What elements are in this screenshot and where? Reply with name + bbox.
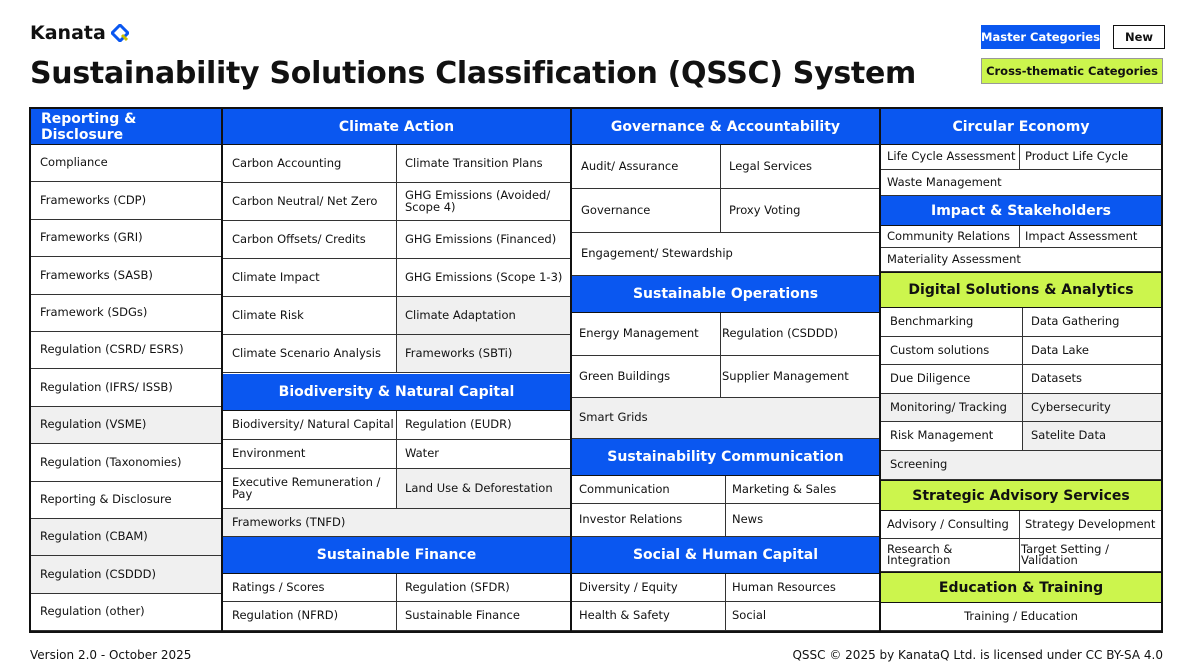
category-frameworks-cdp[interactable]: Frameworks (CDP) — [31, 182, 221, 219]
category-regulation-ifrs-issb[interactable]: Regulation (IFRS/ ISSB) — [31, 369, 221, 406]
category-frameworks-gri[interactable]: Frameworks (GRI) — [31, 220, 221, 257]
category-social[interactable]: Social — [725, 602, 879, 631]
category-water[interactable]: Water — [396, 440, 570, 469]
category-investor-relations[interactable]: Investor Relations — [572, 504, 725, 537]
column-divider — [221, 109, 223, 631]
category-framework-sdgs[interactable]: Framework (SDGs) — [31, 295, 221, 332]
category-ghg-emissions-financed[interactable]: GHG Emissions (Financed) — [396, 221, 570, 259]
category-ghg-emissions-scope-1-3[interactable]: GHG Emissions (Scope 1-3) — [396, 259, 570, 297]
category-climate-risk[interactable]: Climate Risk — [223, 297, 396, 335]
education-training-header: Education & Training — [881, 572, 1161, 603]
biodiversity-natural-capital-header: Biodiversity & Natural Capital — [223, 374, 570, 411]
legend-master-categories: Master Categories — [981, 25, 1100, 49]
category-green-buildings[interactable]: Green Buildings — [572, 356, 720, 398]
category-proxy-voting[interactable]: Proxy Voting — [720, 189, 879, 233]
category-cybersecurity[interactable]: Cybersecurity — [1022, 394, 1161, 423]
category-frameworks-tnfd[interactable]: Frameworks (TNFD) — [223, 509, 570, 537]
category-regulation-csddd[interactable]: Regulation (CSDDD) — [720, 313, 879, 356]
category-sustainable-finance[interactable]: Sustainable Finance — [396, 602, 570, 631]
category-climate-transition-plans[interactable]: Climate Transition Plans — [396, 145, 570, 183]
category-training-education[interactable]: Training / Education — [881, 603, 1161, 631]
category-product-life-cycle[interactable]: Product Life Cycle — [1019, 145, 1161, 170]
category-reporting-disclosure[interactable]: Reporting & Disclosure — [31, 482, 221, 519]
category-research-integration[interactable]: Research & Integration — [881, 539, 1019, 572]
cell-divider — [396, 411, 397, 509]
category-carbon-accounting[interactable]: Carbon Accounting — [223, 145, 396, 183]
category-regulation-taxonomies[interactable]: Regulation (Taxonomies) — [31, 444, 221, 481]
circular-economy-header: Circular Economy — [881, 109, 1161, 145]
category-energy-management[interactable]: Energy Management — [572, 313, 720, 356]
category-monitoring-tracking[interactable]: Monitoring/ Tracking — [881, 394, 1022, 423]
category-biodiversity-natural-capital[interactable]: Biodiversity/ Natural Capital — [223, 411, 396, 440]
cell-divider — [725, 574, 726, 631]
column-circular — [881, 109, 1161, 631]
category-materiality-assessment[interactable]: Materiality Assessment — [881, 248, 1161, 272]
category-supplier-management[interactable]: Supplier Management — [720, 356, 879, 398]
category-waste-management[interactable]: Waste Management — [881, 170, 1161, 196]
category-frameworks-sbti[interactable]: Frameworks (SBTi) — [396, 335, 570, 373]
category-land-use-deforestation[interactable]: Land Use & Deforestation — [396, 469, 570, 509]
column-governance — [572, 109, 879, 631]
category-data-lake[interactable]: Data Lake — [1022, 337, 1161, 366]
category-ratings-scores[interactable]: Ratings / Scores — [223, 574, 396, 602]
category-custom-solutions[interactable]: Custom solutions — [881, 337, 1022, 366]
sustainable-operations-header: Sustainable Operations — [572, 276, 879, 313]
category-legal-services[interactable]: Legal Services — [720, 145, 879, 189]
diamond-logo-icon — [111, 24, 129, 42]
category-climate-impact[interactable]: Climate Impact — [223, 259, 396, 297]
category-regulation-csddd[interactable]: Regulation (CSDDD) — [31, 556, 221, 593]
cell-divider — [725, 476, 726, 537]
category-target-setting-validation[interactable]: Target Setting / Validation — [1019, 539, 1161, 572]
category-regulation-nfrd[interactable]: Regulation (NFRD) — [223, 602, 396, 631]
cell-divider — [396, 145, 397, 373]
category-marketing-sales[interactable]: Marketing & Sales — [725, 476, 879, 504]
social-human-capital-header: Social & Human Capital — [572, 537, 879, 574]
category-life-cycle-assessment[interactable]: Life Cycle Assessment — [881, 145, 1019, 170]
cell-divider — [1022, 308, 1023, 451]
sustainability-communication-header: Sustainability Communication — [572, 439, 879, 476]
category-compliance[interactable]: Compliance — [31, 145, 221, 182]
category-climate-scenario-analysis[interactable]: Climate Scenario Analysis — [223, 335, 396, 373]
reporting-disclosure-header: Reporting & Disclosure — [31, 109, 221, 145]
cell-divider — [720, 313, 721, 398]
license-label: QSSC © 2025 by KanataQ Ltd. is licensed under CC BY-SA 4.0 — [792, 648, 1163, 662]
cell-divider — [1019, 226, 1020, 248]
column-divider — [570, 109, 572, 631]
version-label: Version 2.0 - October 2025 — [30, 648, 192, 662]
category-advisory-consulting[interactable]: Advisory / Consulting — [881, 511, 1019, 539]
category-regulation-csrd-esrs[interactable]: Regulation (CSRD/ ESRS) — [31, 332, 221, 369]
category-executive-remuneration-pay[interactable]: Executive Remuneration / Pay — [223, 469, 396, 509]
category-communication[interactable]: Communication — [572, 476, 725, 504]
cell-divider — [396, 574, 397, 631]
category-diversity-equity[interactable]: Diversity / Equity — [572, 574, 725, 602]
category-community-relations[interactable]: Community Relations — [881, 226, 1019, 248]
category-regulation-sfdr[interactable]: Regulation (SFDR) — [396, 574, 570, 602]
category-screening[interactable]: Screening — [881, 451, 1161, 480]
category-governance[interactable]: Governance — [572, 189, 720, 233]
governance-accountability-header: Governance & Accountability — [572, 109, 879, 145]
category-climate-adaptation[interactable]: Climate Adaptation — [396, 297, 570, 335]
category-audit-assurance[interactable]: Audit/ Assurance — [572, 145, 720, 189]
category-news[interactable]: News — [725, 504, 879, 537]
column-reporting — [31, 109, 221, 631]
legend-cross-thematic: Cross-thematic Categories — [981, 58, 1163, 84]
category-regulation-vsme[interactable]: Regulation (VSME) — [31, 407, 221, 444]
strategic-advisory-services-header: Strategic Advisory Services — [881, 480, 1161, 511]
category-environment[interactable]: Environment — [223, 440, 396, 469]
category-datasets[interactable]: Datasets — [1022, 365, 1161, 394]
category-health-safety[interactable]: Health & Safety — [572, 602, 725, 631]
category-satelite-data[interactable]: Satelite Data — [1022, 422, 1161, 451]
legend-new: New — [1113, 25, 1165, 49]
sustainable-finance-header: Sustainable Finance — [223, 537, 570, 574]
category-regulation-cbam[interactable]: Regulation (CBAM) — [31, 519, 221, 556]
category-regulation-eudr[interactable]: Regulation (EUDR) — [396, 411, 570, 440]
impact-stakeholders-header: Impact & Stakeholders — [881, 196, 1161, 226]
category-due-diligence[interactable]: Due Diligence — [881, 365, 1022, 394]
category-risk-management[interactable]: Risk Management — [881, 422, 1022, 451]
category-strategy-development[interactable]: Strategy Development — [1019, 511, 1161, 539]
category-human-resources[interactable]: Human Resources — [725, 574, 879, 602]
category-carbon-offsets-credits[interactable]: Carbon Offsets/ Credits — [223, 221, 396, 259]
brand-name: Kanata — [30, 22, 106, 44]
category-carbon-neutral-net-zero[interactable]: Carbon Neutral/ Net Zero — [223, 183, 396, 221]
category-regulation-other[interactable]: Regulation (other) — [31, 594, 221, 631]
column-divider — [879, 109, 881, 631]
page-title: Sustainability Solutions Classification (QSSC) System — [30, 56, 916, 91]
cell-divider — [1019, 145, 1020, 170]
category-engagement-stewardship[interactable]: Engagement/ Stewardship — [572, 233, 879, 276]
column-climate — [223, 109, 570, 631]
brand-logo — [30, 22, 129, 44]
category-frameworks-sasb[interactable]: Frameworks (SASB) — [31, 257, 221, 294]
cell-divider — [720, 145, 721, 233]
category-data-gathering[interactable]: Data Gathering — [1022, 308, 1161, 337]
category-ghg-emissions-avoided-scope-4[interactable]: GHG Emissions (Avoided/ Scope 4) — [396, 183, 570, 221]
cell-divider — [1019, 511, 1020, 572]
digital-solutions-analytics-header: Digital Solutions & Analytics — [881, 272, 1161, 308]
climate-action-header: Climate Action — [223, 109, 570, 145]
category-smart-grids[interactable]: Smart Grids — [572, 398, 879, 439]
category-impact-assessment[interactable]: Impact Assessment — [1019, 226, 1161, 248]
category-benchmarking[interactable]: Benchmarking — [881, 308, 1022, 337]
